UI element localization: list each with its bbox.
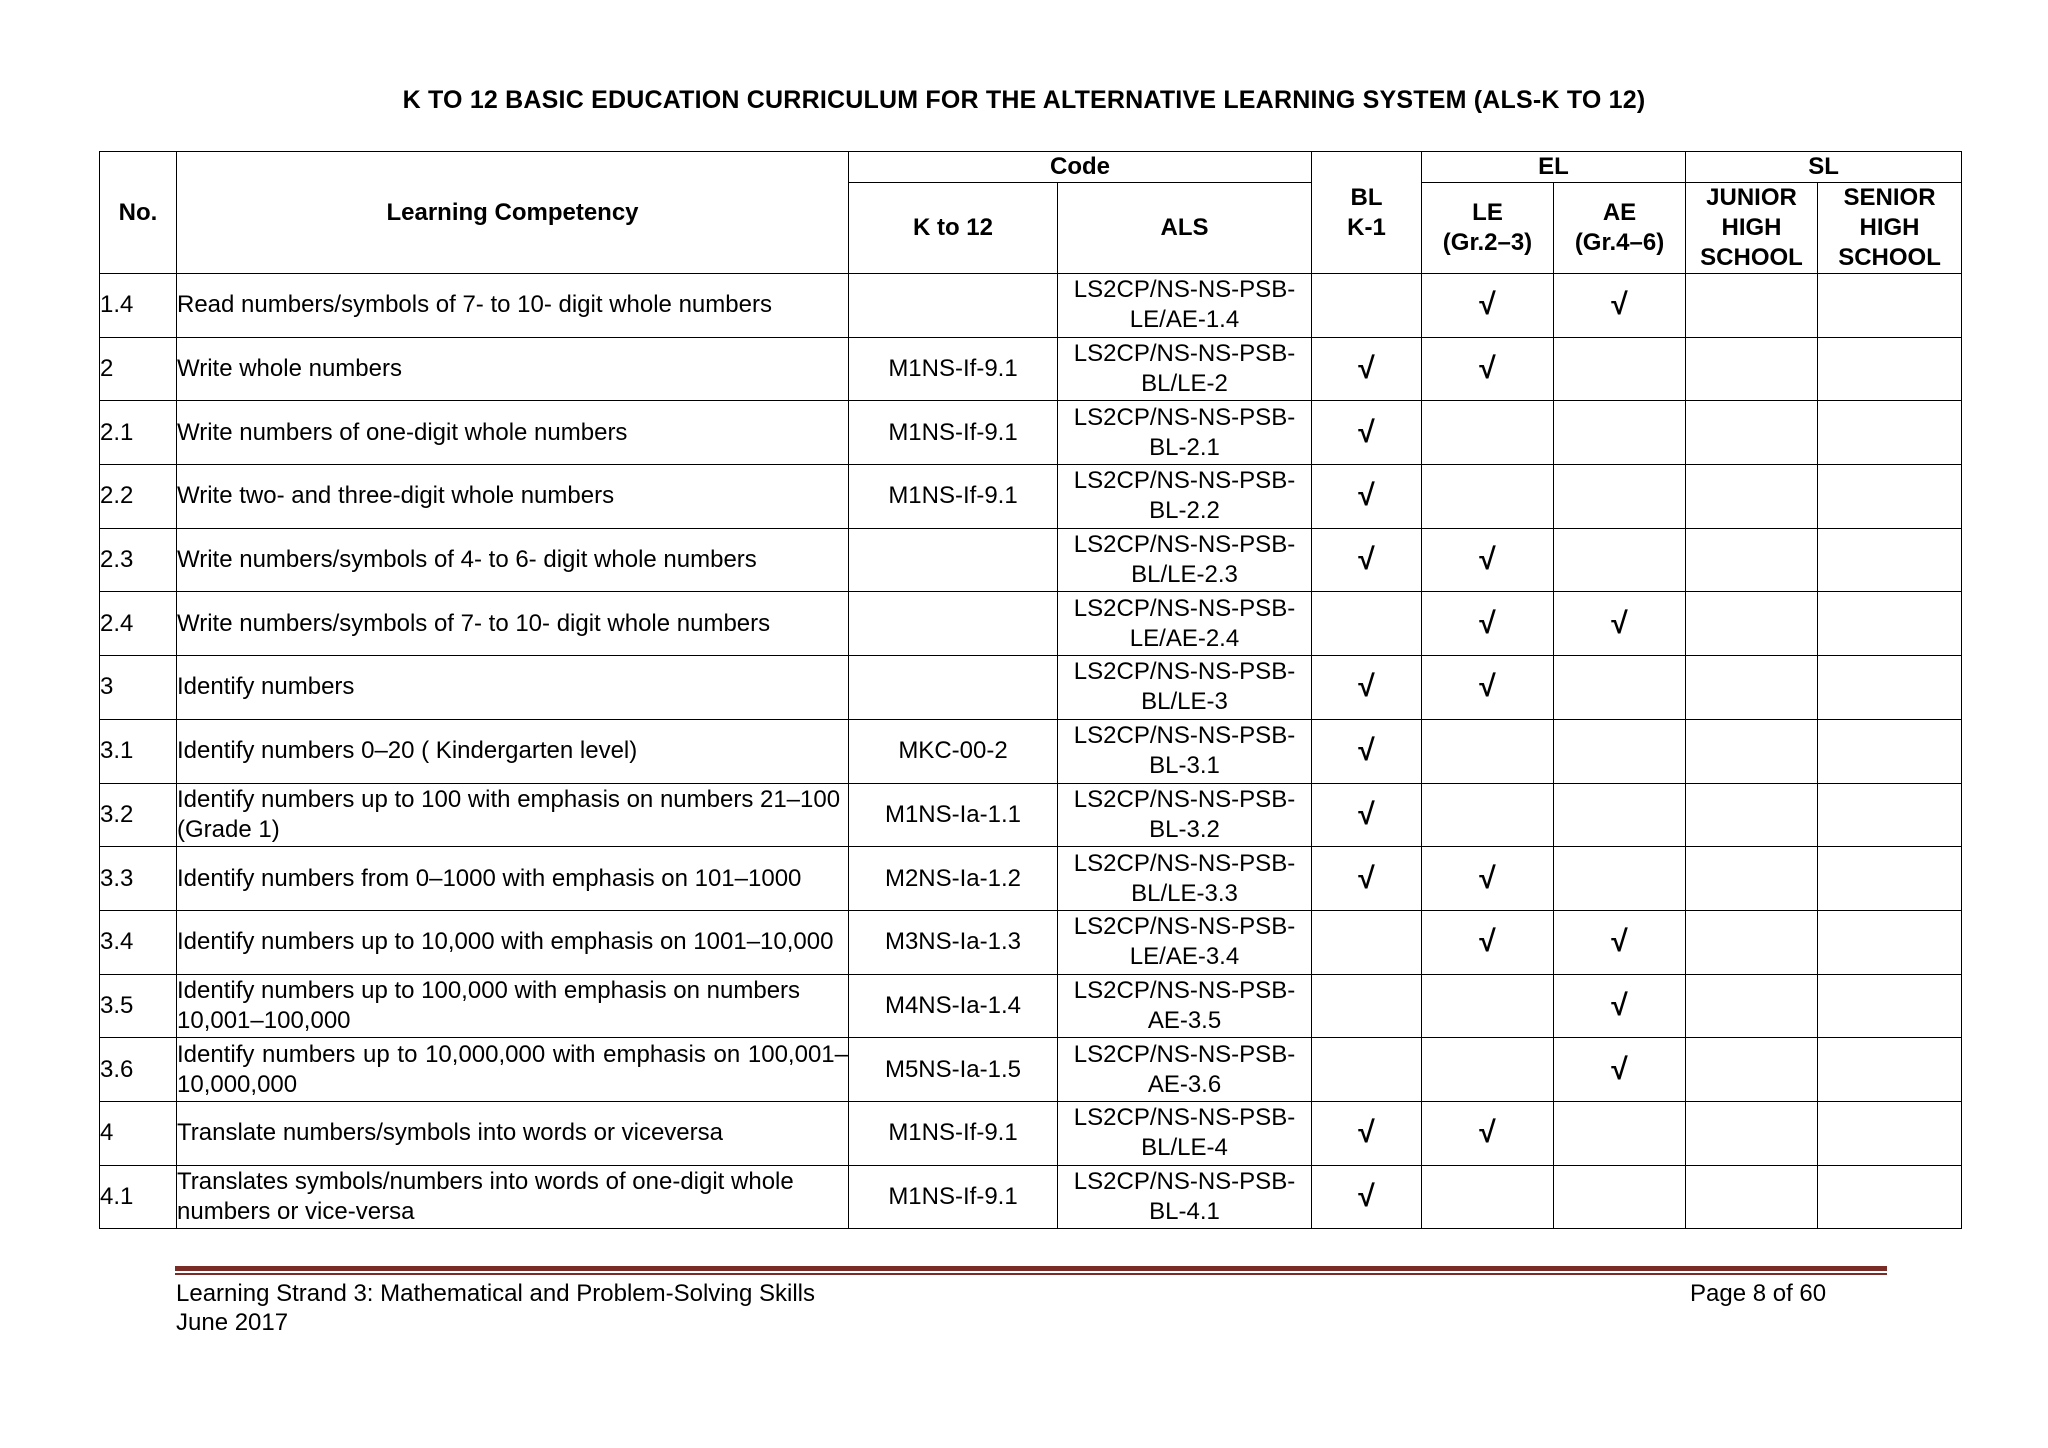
header-als: ALS (1058, 183, 1312, 274)
ae-check (1554, 783, 1686, 847)
bl-check: √ (1312, 1101, 1422, 1165)
header-shs-line1: SENIOR (1843, 184, 1936, 211)
als-code-line1: LS2CP/NS-NS-PSB- (1073, 722, 1296, 750)
als-code-line1: LS2CP/NS-NS-PSB- (1073, 531, 1296, 559)
table-row (100, 592, 1962, 656)
le-check: √ (1422, 847, 1554, 911)
shs-check (1818, 401, 1962, 465)
bl-check: √ (1312, 337, 1422, 401)
als-code-line1: LS2CP/NS-NS-PSB- (1073, 1040, 1296, 1068)
als-code-line2: BL-3.1 (1149, 752, 1220, 780)
k-to-12-code: M4NS-Ia-1.4 (849, 974, 1058, 1038)
learning-competency: Identify numbers up to 10,000 with emphasis on 1001–10,000 (177, 910, 849, 974)
shs-check (1818, 719, 1962, 783)
learning-competency: Identify numbers from 0–1000 with emphasis on 101–1000 (177, 847, 849, 911)
als-code (1058, 465, 1312, 529)
bl-check (1312, 910, 1422, 974)
table-row (100, 974, 1962, 1038)
jhs-check (1686, 910, 1818, 974)
als-code-line1: LS2CP/NS-NS-PSB- (1073, 913, 1296, 941)
learning-competency: Identify numbers (177, 656, 849, 720)
header-le (1422, 183, 1554, 274)
als-code (1058, 719, 1312, 783)
learning-competency: Translates symbols/numbers into words of one-digit whole numbers or vice-versa (177, 1165, 849, 1229)
table-row (100, 337, 1962, 401)
table-row (100, 528, 1962, 592)
als-code-line1: LS2CP/NS-NS-PSB- (1073, 785, 1296, 813)
learning-competency: Write numbers/symbols of 7- to 10- digit whole numbers (177, 592, 849, 656)
ae-check: √ (1554, 910, 1686, 974)
k-to-12-code: M1NS-If-9.1 (849, 1101, 1058, 1165)
k-to-12-code: M1NS-If-9.1 (849, 401, 1058, 465)
als-code-line2: BL/LE-3.3 (1131, 879, 1238, 907)
ae-check: √ (1554, 1038, 1686, 1102)
header-learning-competency: Learning Competency (177, 152, 849, 274)
le-check: √ (1422, 1101, 1554, 1165)
bl-check: √ (1312, 656, 1422, 720)
shs-check (1818, 1165, 1962, 1229)
jhs-check (1686, 1165, 1818, 1229)
header-le-line1: LE (1472, 199, 1503, 226)
ae-check (1554, 401, 1686, 465)
ae-check (1554, 1101, 1686, 1165)
als-code (1058, 337, 1312, 401)
row-number: 3.4 (100, 910, 177, 974)
bl-check: √ (1312, 1165, 1422, 1229)
table-row (100, 465, 1962, 529)
learning-competency: Write numbers of one-digit whole numbers (177, 401, 849, 465)
k-to-12-code (849, 656, 1058, 720)
header-jhs-line3: SCHOOL (1700, 244, 1803, 271)
le-check (1422, 401, 1554, 465)
shs-check (1818, 847, 1962, 911)
bl-check (1312, 274, 1422, 338)
header-le-line2: (Gr.2–3) (1442, 229, 1533, 256)
k-to-12-code: M1NS-If-9.1 (849, 465, 1058, 529)
row-number: 3.3 (100, 847, 177, 911)
table-row (100, 274, 1962, 338)
page-title: K TO 12 BASIC EDUCATION CURRICULUM FOR THE ALTERNATIVE LEARNING SYSTEM (ALS-K TO 12) (402, 86, 1646, 114)
row-number: 2 (100, 337, 177, 401)
jhs-check (1686, 274, 1818, 338)
als-code-line2: AE-3.5 (1147, 1006, 1222, 1034)
shs-check (1818, 465, 1962, 529)
row-number: 3.5 (100, 974, 177, 1038)
footer-rule-thin (175, 1273, 1887, 1275)
jhs-check (1686, 847, 1818, 911)
als-code-line1: LS2CP/NS-NS-PSB- (1073, 467, 1296, 495)
le-check (1422, 719, 1554, 783)
als-code-line2: BL/LE-4 (1141, 1134, 1228, 1162)
shs-check (1818, 274, 1962, 338)
le-check (1422, 1165, 1554, 1229)
ae-check (1554, 1165, 1686, 1229)
als-code-line2: LE/AE-3.4 (1129, 943, 1240, 971)
header-shs-line2: HIGH (1859, 214, 1920, 241)
learning-competency: Identify numbers up to 100,000 with emphasis on numbers 10,001–100,000 (177, 974, 849, 1038)
table-row (100, 783, 1962, 847)
row-number: 2.4 (100, 592, 177, 656)
als-code-line2: BL-3.2 (1149, 815, 1220, 843)
shs-check (1818, 1038, 1962, 1102)
als-code (1058, 847, 1312, 911)
learning-competency: Write numbers/symbols of 4- to 6- digit whole numbers (177, 528, 849, 592)
footer-learning-strand: Learning Strand 3: Mathematical and Problem-Solving Skills (176, 1280, 815, 1307)
als-code (1058, 528, 1312, 592)
header-jhs-line1: JUNIOR (1706, 184, 1797, 211)
learning-competency: Identify numbers up to 10,000,000 with emphasis on 100,001–10,000,000 (177, 1038, 849, 1102)
jhs-check (1686, 783, 1818, 847)
als-code-line1: LS2CP/NS-NS-PSB- (1073, 1167, 1296, 1195)
k-to-12-code: M3NS-Ia-1.3 (849, 910, 1058, 974)
ae-check (1554, 337, 1686, 401)
le-check: √ (1422, 274, 1554, 338)
le-check: √ (1422, 656, 1554, 720)
table-row (100, 656, 1962, 720)
header-code: Code (849, 152, 1312, 183)
als-code-line2: BL-2.2 (1149, 497, 1220, 525)
shs-check (1818, 910, 1962, 974)
le-check: √ (1422, 528, 1554, 592)
row-number: 2.1 (100, 401, 177, 465)
als-code (1058, 656, 1312, 720)
header-ae (1554, 183, 1686, 274)
als-code (1058, 592, 1312, 656)
als-code (1058, 1165, 1312, 1229)
table-row (100, 1165, 1962, 1229)
learning-competency: Write whole numbers (177, 337, 849, 401)
bl-check: √ (1312, 465, 1422, 529)
le-check (1422, 783, 1554, 847)
ae-check (1554, 719, 1686, 783)
table-header (100, 152, 1962, 274)
als-code-line1: LS2CP/NS-NS-PSB- (1073, 849, 1296, 877)
als-code-line1: LS2CP/NS-NS-PSB- (1073, 340, 1296, 368)
ae-check (1554, 656, 1686, 720)
ae-check (1554, 847, 1686, 911)
header-junior-high-school (1686, 183, 1818, 274)
bl-check: √ (1312, 528, 1422, 592)
le-check (1422, 1038, 1554, 1102)
k-to-12-code: M1NS-If-9.1 (849, 337, 1058, 401)
learning-competency: Translate numbers/symbols into words or viceversa (177, 1101, 849, 1165)
als-code (1058, 1101, 1312, 1165)
jhs-check (1686, 528, 1818, 592)
jhs-check (1686, 1038, 1818, 1102)
k-to-12-code: M2NS-Ia-1.2 (849, 847, 1058, 911)
row-number: 3.6 (100, 1038, 177, 1102)
als-code-line2: LE/AE-1.4 (1129, 306, 1240, 334)
als-code-line2: AE-3.6 (1147, 1070, 1222, 1098)
jhs-check (1686, 1101, 1818, 1165)
header-shs-line3: SCHOOL (1838, 244, 1941, 271)
als-code-line2: BL-4.1 (1149, 1197, 1220, 1225)
shs-check (1818, 337, 1962, 401)
row-number: 4.1 (100, 1165, 177, 1229)
als-code-line1: LS2CP/NS-NS-PSB- (1073, 403, 1296, 431)
als-code-line2: BL/LE-2.3 (1131, 561, 1238, 589)
shs-check (1818, 783, 1962, 847)
row-number: 3.2 (100, 783, 177, 847)
table-row (100, 719, 1962, 783)
jhs-check (1686, 656, 1818, 720)
als-code (1058, 401, 1312, 465)
bl-check: √ (1312, 783, 1422, 847)
bl-check: √ (1312, 847, 1422, 911)
jhs-check (1686, 465, 1818, 529)
als-code-line1: LS2CP/NS-NS-PSB- (1073, 976, 1296, 1004)
jhs-check (1686, 592, 1818, 656)
als-code (1058, 1038, 1312, 1102)
curriculum-table (99, 151, 1962, 1229)
als-code-line1: LS2CP/NS-NS-PSB- (1073, 594, 1296, 622)
le-check (1422, 974, 1554, 1038)
header-sl: SL (1686, 152, 1962, 183)
table-row (100, 910, 1962, 974)
row-number: 3 (100, 656, 177, 720)
bl-check (1312, 1038, 1422, 1102)
row-number: 2.2 (100, 465, 177, 529)
ae-check (1554, 528, 1686, 592)
table-row (100, 847, 1962, 911)
header-ae-line1: AE (1602, 199, 1637, 226)
header-bl (1312, 152, 1422, 274)
shs-check (1818, 1101, 1962, 1165)
row-number: 2.3 (100, 528, 177, 592)
table-row (100, 401, 1962, 465)
k-to-12-code: M5NS-Ia-1.5 (849, 1038, 1058, 1102)
ae-check (1554, 465, 1686, 529)
footer-date: June 2017 (176, 1309, 289, 1336)
als-code-line2: BL/LE-3 (1141, 688, 1228, 716)
jhs-check (1686, 337, 1818, 401)
ae-check: √ (1554, 592, 1686, 656)
le-check (1422, 465, 1554, 529)
bl-check: √ (1312, 719, 1422, 783)
le-check: √ (1422, 337, 1554, 401)
header-k-to-12: K to 12 (849, 183, 1058, 274)
learning-competency: Read numbers/symbols of 7- to 10- digit whole numbers (177, 274, 849, 338)
als-code-line2: LE/AE-2.4 (1129, 624, 1240, 652)
header-jhs-line2: HIGH (1721, 214, 1782, 241)
footer-rule (175, 1266, 1887, 1271)
k-to-12-code (849, 528, 1058, 592)
k-to-12-code: M1NS-Ia-1.1 (849, 783, 1058, 847)
als-code-line1: LS2CP/NS-NS-PSB- (1073, 1104, 1296, 1132)
k-to-12-code: M1NS-If-9.1 (849, 1165, 1058, 1229)
table-body (100, 274, 1962, 1229)
table-row (100, 1038, 1962, 1102)
header-bl-line2: K-1 (1347, 213, 1386, 241)
ae-check: √ (1554, 974, 1686, 1038)
shs-check (1818, 528, 1962, 592)
shs-check (1818, 592, 1962, 656)
le-check: √ (1422, 592, 1554, 656)
k-to-12-code (849, 592, 1058, 656)
ae-check: √ (1554, 274, 1686, 338)
learning-competency: Identify numbers up to 100 with emphasis on numbers 21–100 (Grade 1) (177, 783, 849, 847)
header-senior-high-school (1818, 183, 1962, 274)
header-el: EL (1422, 152, 1686, 183)
header-bl-line1: BL (1350, 183, 1383, 211)
row-number: 1.4 (100, 274, 177, 338)
als-code (1058, 910, 1312, 974)
k-to-12-code (849, 274, 1058, 338)
bl-check (1312, 974, 1422, 1038)
le-check: √ (1422, 910, 1554, 974)
learning-competency: Identify numbers 0–20 ( Kindergarten level) (177, 719, 849, 783)
als-code-line2: BL/LE-2 (1141, 370, 1228, 398)
als-code-line2: BL-2.1 (1149, 433, 1220, 461)
shs-check (1818, 656, 1962, 720)
als-code (1058, 783, 1312, 847)
als-code-line1: LS2CP/NS-NS-PSB- (1073, 276, 1296, 304)
bl-check: √ (1312, 401, 1422, 465)
header-ae-line2: (Gr.4–6) (1574, 229, 1665, 256)
als-code-line1: LS2CP/NS-NS-PSB- (1073, 658, 1296, 686)
shs-check (1818, 974, 1962, 1038)
k-to-12-code: MKC-00-2 (849, 719, 1058, 783)
row-number: 4 (100, 1101, 177, 1165)
learning-competency: Write two- and three-digit whole numbers (177, 465, 849, 529)
bl-check (1312, 592, 1422, 656)
header-no: No. (100, 152, 177, 274)
jhs-check (1686, 719, 1818, 783)
als-code (1058, 974, 1312, 1038)
footer-page-number: Page 8 of 60 (1690, 1280, 1827, 1307)
als-code (1058, 274, 1312, 338)
row-number: 3.1 (100, 719, 177, 783)
table-row (100, 1101, 1962, 1165)
jhs-check (1686, 401, 1818, 465)
jhs-check (1686, 974, 1818, 1038)
